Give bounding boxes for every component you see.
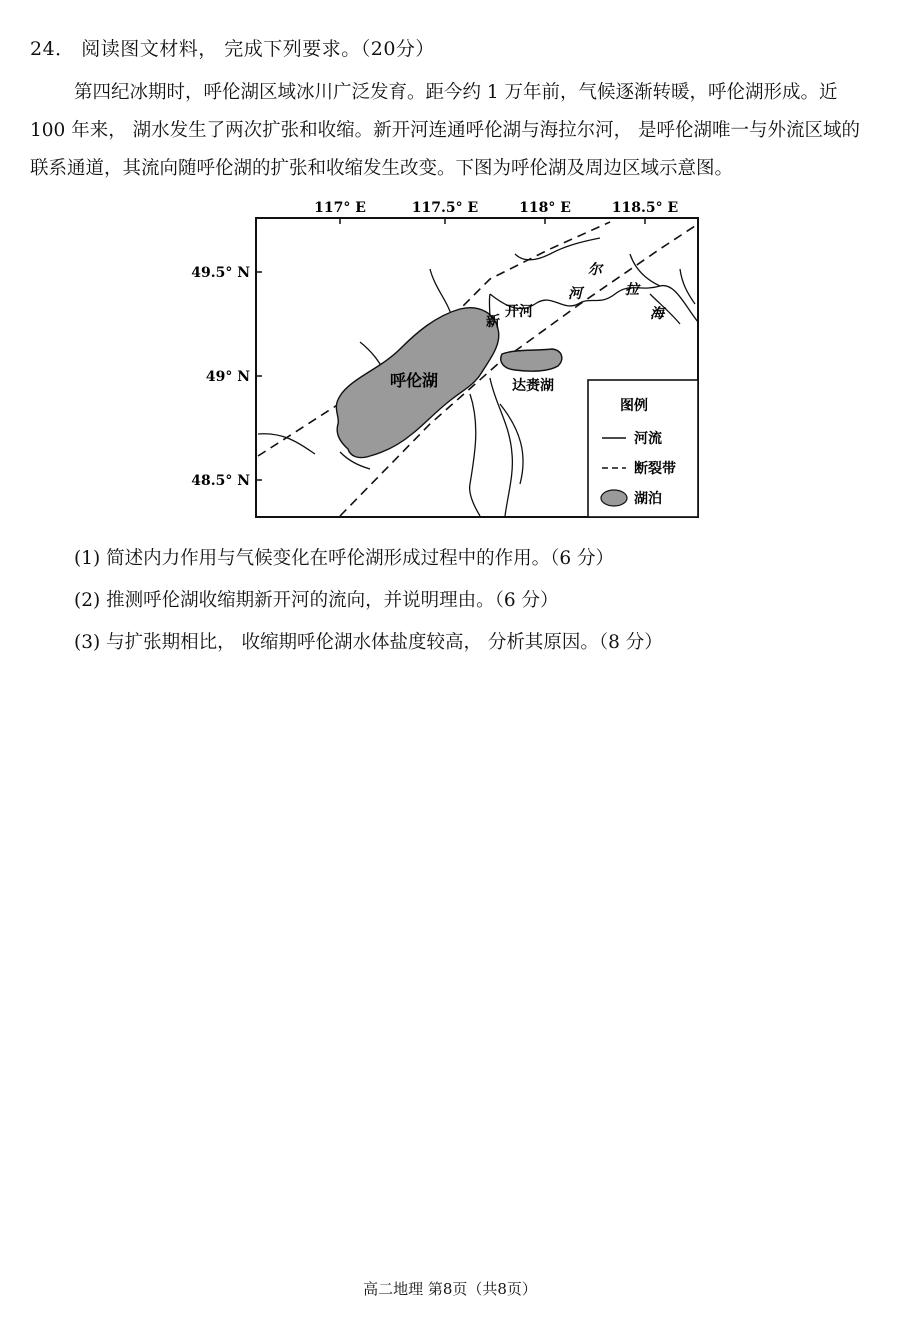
label-xin: 新 <box>486 314 500 330</box>
label-hailar-hai: 海 <box>650 306 664 322</box>
lat-label-48-5: 48.5° N <box>191 473 250 489</box>
lon-label-117-5: 117.5° E <box>411 200 479 216</box>
sub-question-3: (3) 与扩张期相比， 收缩期呼伦湖水体盐度较高， 分析其原因。（8 分） <box>74 632 663 653</box>
legend-fault-label: 断裂带 <box>634 461 676 477</box>
legend-title: 图例 <box>620 398 648 414</box>
map-legend <box>588 380 698 517</box>
lat-label-49-5: 49.5° N <box>191 265 250 281</box>
label-hailar-he: 河 <box>568 286 582 302</box>
label-hulun-lake: 呼伦湖 <box>390 371 439 390</box>
legend-river-label: 河流 <box>634 431 662 447</box>
legend-lake-label: 湖泊 <box>634 491 662 507</box>
label-hailar-er: 尔 <box>588 262 602 278</box>
page-footer: 高二地理 第8页（共8页） <box>363 1280 537 1298</box>
lat-label-49: 49° N <box>205 369 250 385</box>
lon-label-118: 118° E <box>519 200 571 216</box>
label-hailar-la: 拉 <box>625 282 639 298</box>
label-dalai-lake: 达赉湖 <box>512 378 554 394</box>
legend-lake-symbol <box>601 490 627 506</box>
question-heading: 24． 阅读图文材料， 完成下列要求。（20分） <box>30 38 435 60</box>
hulun-lake-map <box>190 194 710 524</box>
label-kaihe: 开河 <box>505 304 533 320</box>
sub-question-1: (1) 简述内力作用与气候变化在呼伦湖形成过程中的作用。（6 分） <box>74 548 614 569</box>
dalai-lake-shape <box>501 349 562 371</box>
lon-label-118-5: 118.5° E <box>611 200 679 216</box>
material-paragraph: 第四纪冰期时，呼伦湖区域冰川广泛发育。距今约 1 万年前，气候逐渐转暖，呼伦湖形成。近 100 年来， 湖水发生了两次扩张和收缩。新开河连通呼伦湖与海拉尔河， 是呼伦湖唯一与外流区域的联系通道，其流向随呼伦湖的扩张和收缩发生改变。下图为呼伦湖及周边区域示意图。 <box>30 82 860 179</box>
lon-label-117: 117° E <box>314 200 366 216</box>
sub-question-2: (2) 推测呼伦湖收缩期新开河的流向，并说明理由。（6 分） <box>74 590 559 611</box>
